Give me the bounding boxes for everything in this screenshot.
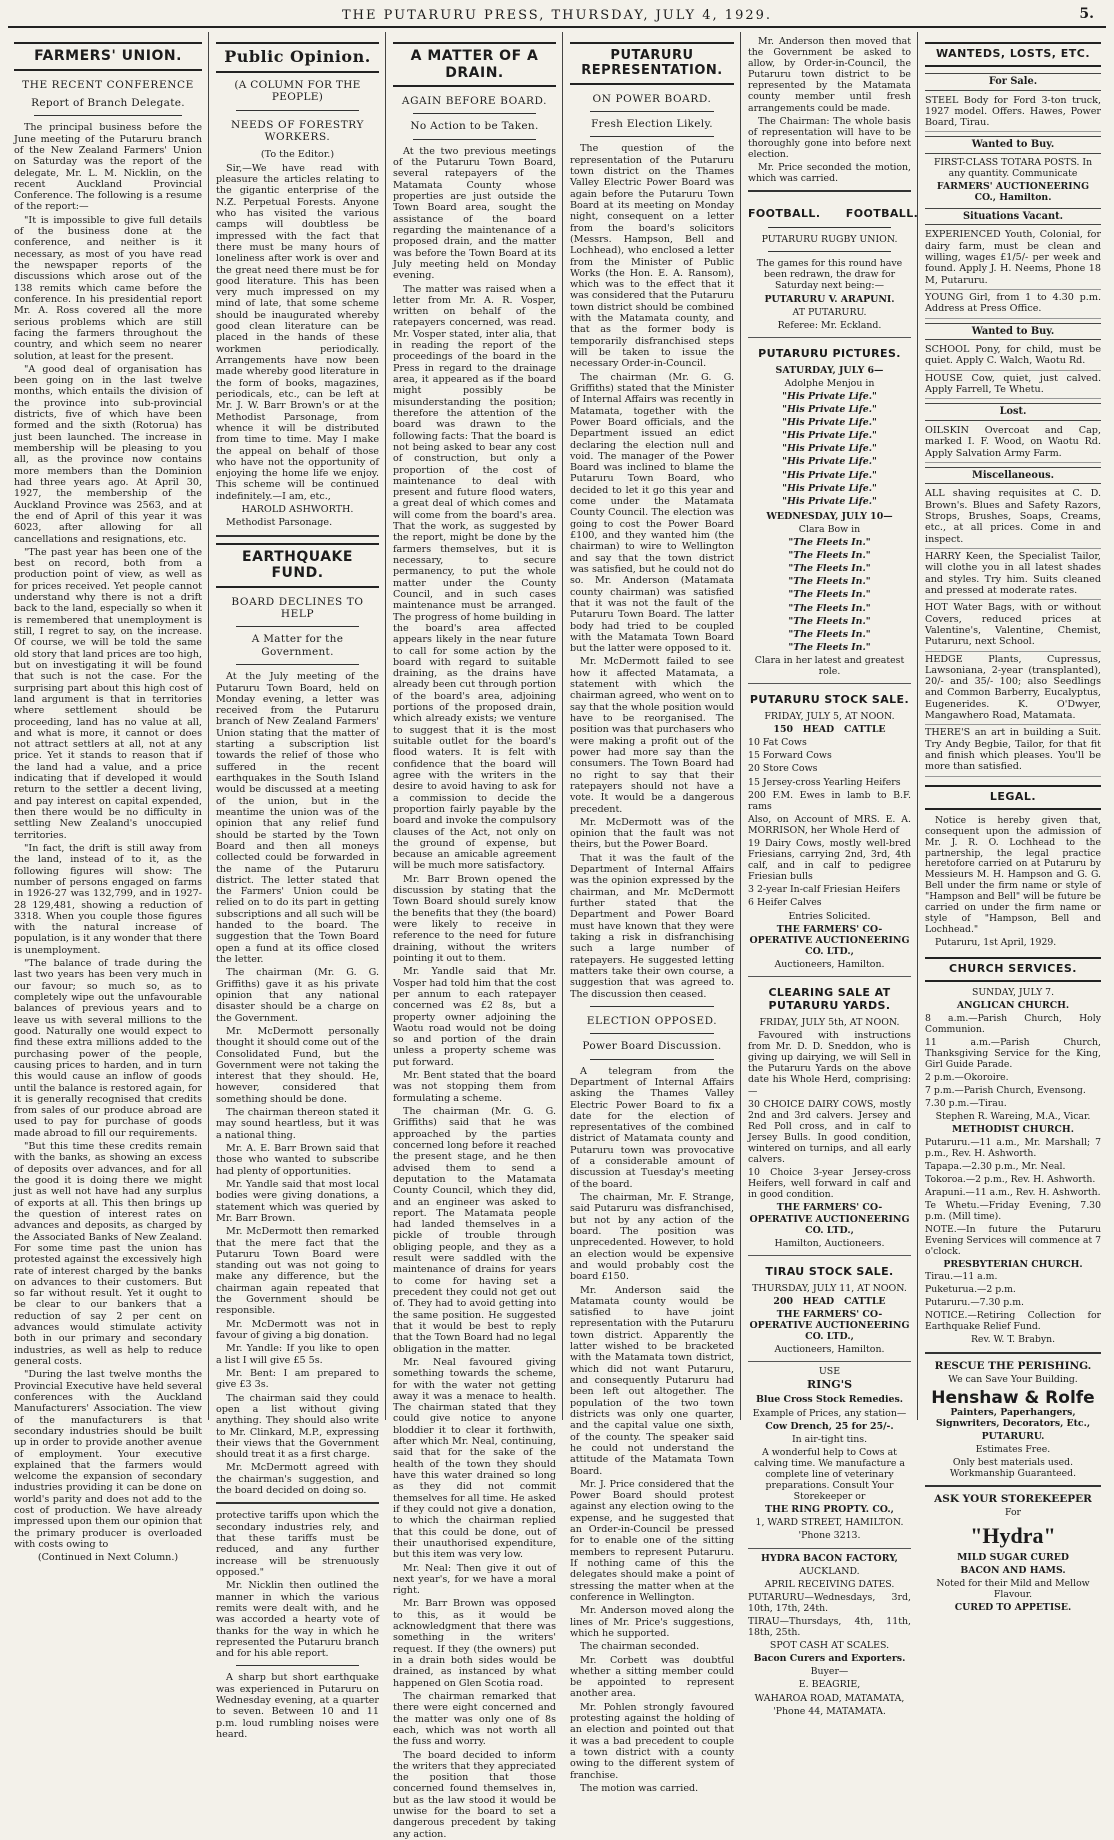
stock-item: 15 Forward Cows: [748, 750, 832, 762]
divider: [925, 1485, 1101, 1487]
stock-item: 15 Jersey-cross Yearling Heifers: [748, 776, 901, 788]
pictures-title: PUTARURU PICTURES.: [758, 346, 901, 360]
column-divider: [208, 32, 209, 1420]
article-paragraph: The matter was raised when a letter from Mr. A. R. Vosper, written on behalf of the ratepayers concerned, was read. Mr. Vosper stated, inter alia, that in reading the report of the proceedings of the board in the Press in regard to the drainage area, it appeared as if the board might possibly be misunderstanding the position; therefore the attention of the board was drawn to the following facts: That the board is not being asked to bear any cost of construction, but only a proportion of the cost of maintenance to deal with present and future flood waters, a great deal of which comes and will come from the board's area. That the work, as suggested by the report, might be done by the farmers themselves, but it is necessary, to secure permanency, to put the whole matter under the County Council, and in such cases maintenance must be arranged. The progress of home building in the board's area affected appears likely in the near future to call for some action by the board with regard to suitable draining, as the drains have already been cut through portion of the board's area, adjoining portions of the proposed drain, which already exists; we venture to suggest that it is the most suitable outlet for the board's flood waters. It is felt with confidence that the board will agree with the writers in the desire to avoid having to ask for a commission to decide the proportion fairly payable by the board and invoke the compulsory clauses of the Act, not only on the ground of expense, but because an amicable agreement will be much more satisfactory.: [393, 283, 556, 872]
service-item: Arapuni.—11 a.m., Rev. H. Ashworth.: [925, 1186, 1101, 1198]
pictures-note: Clara in her latest and greatest role.: [754, 654, 905, 677]
article-paragraph: Mr. Pohlen strongly favoured protesting against the holding of an election and pointed out that it was a bad precedent to couple a town district with a county owing to the different system of franchise.: [570, 1701, 734, 1781]
service-item: 8 a.m.—Parish Church, Holy Communion.: [925, 1013, 1101, 1036]
divider: [236, 110, 359, 111]
article-paragraph: A sharp but short earthquake was experienced in Putaruru on Wednesday evening, at a quarter to seven. Between 10 and 11 p.m. loud rumbling noises were heard.: [216, 1672, 379, 1741]
divider: [216, 1502, 379, 1504]
stock-item: 10 Fat Cows: [748, 737, 807, 749]
farmers-union-header: FARMERS' UNION.: [14, 42, 202, 71]
film-title: "The Fleets In.": [788, 628, 871, 640]
classified-ad: HOUSE Cow, quiet, just calved. Apply Farrell, Te Whetu.: [925, 373, 1101, 400]
auctioneer-name: THE FARMERS' CO-OPERATIVE AUCTIONEERING CO. LTD.,: [749, 1202, 910, 1236]
article-paragraph: The board decided to inform the writers that they appreciated the position that those concerned found themselves in, but as the law stood it would be unwise for the board to set a dangerous precedent by taking any action.: [393, 1749, 556, 1840]
service-item: Tapapa.—2.30 p.m., Mr. Neal.: [925, 1160, 1066, 1172]
divider: [590, 1033, 714, 1034]
service-item: 2 p.m.—Okoroire.: [925, 1071, 1009, 1083]
article-paragraph: "A good deal of organisation has been going on in the last twelve months, which entails the division of the province into sub-provincial districts, five of which have been formed and the sixth (Rotorua) has just been launched. The increase in membership will be pleasing to you all, as the province now contains more members than the Dominion had three years ago. At April 30, 1927, the membership of the Auckland Province was 2563, and at the end of April of this year it was 6023, after allowing for all cancellations and resignations, etc.: [14, 363, 202, 545]
film-title: "His Private Life.": [782, 469, 877, 481]
pictures-wednesday: WEDNESDAY, JULY 10—: [766, 510, 893, 522]
article-paragraph: The chairman (Mr. G. G. Griffiths) gave it as his private opinion that any national disaster should be a charge on the Government.: [216, 967, 379, 1024]
tirau-title: TIRAU STOCK SALE.: [765, 1264, 894, 1278]
article-paragraph: The chairman said they could open a list without giving anything. They should also write to Mr. Clinkard, M.P., expressing their views that the Government should treat it as a first charge.: [216, 1392, 379, 1461]
football-ad: [748, 198, 919, 338]
hydra-brand: "Hydra": [970, 1522, 1056, 1548]
column-public-opinion: [210, 32, 385, 1741]
church-header: CHURCH SERVICES.: [925, 957, 1101, 982]
divider: [413, 113, 536, 114]
article-paragraph: The chairman, Mr. F. Strange, said Putaruru was disfranchised, but not by any action of the board. The position was unprecedented. However, to hold an election would be expensive and would probably cost the board £150.: [570, 1192, 734, 1283]
stock-item: 6 Heifer Calves: [748, 897, 822, 909]
film-title: "The Fleets In.": [788, 537, 871, 549]
clearing-item: 30 CHOICE DAIRY COWS, mostly 2nd and 3rd calvers. Jersey and Red Poll cross, and in calf to Jersey Bulls. In good condition, wintered on turnips, and all early calvers.: [748, 1098, 911, 1166]
article-paragraph: Mr. Barr Brown was opposed to this, as it would be acknowledgment that there was something in the writers' request. If they (the owners) put in a drain both sides would be drained, as instanced by what happened on Glen Scotia road.: [393, 1598, 556, 1689]
ask-storekeeper: ASK YOUR STOREKEEPER: [934, 1493, 1092, 1506]
divider: [590, 136, 714, 137]
buyer-address: WAHAROA ROAD, MATAMATA,: [754, 1692, 905, 1704]
column-divider: [740, 32, 741, 1420]
column-drain: [387, 32, 562, 1840]
hydra-dates: APRIL RECEIVING DATES.: [764, 1578, 895, 1590]
classified-ad: HARRY Keen, the Specialist Tailor, will clothe you in all latest shades and styles. Try him. Suits cleaned and pressed at moderate rates.: [925, 551, 1101, 600]
ring-remedies-ad: [748, 1362, 911, 1548]
article-paragraph: Mr. A. E. Barr Brown said that those who wanted to subscribe had plenty of opportunities.: [216, 1143, 379, 1177]
situations-heading: Situations Vacant.: [925, 208, 1101, 226]
article-paragraph: Mr. Anderson moved along the lines of Mr. Price's suggestions, which he supported.: [570, 1605, 734, 1639]
election-subtitle: Power Board Discussion.: [582, 1040, 722, 1053]
stock-sale-date: FRIDAY, JULY 5, AT NOON.: [764, 711, 895, 723]
stock-item: 19 Dairy Cows, mostly well-bred Friesians, carrying 2nd, 3rd, 4th calf, and in calf to pedigree Friesian bulls: [748, 837, 911, 883]
letter-signature: HAROLD ASHWORTH.: [241, 504, 354, 516]
henshaw-estimates: Estimates Free.: [975, 1443, 1051, 1455]
article-paragraph: Mr. Yandle: If you like to open a list I will give £5 5s.: [216, 1343, 379, 1366]
masthead-rule: [8, 26, 1106, 28]
divider: [236, 664, 359, 665]
ring-title: Blue Cross Stock Remedies.: [755, 1394, 904, 1406]
representation-subtitle: ON POWER BOARD.: [592, 92, 712, 105]
divider: [768, 227, 891, 228]
rescue-heading: RESCUE THE PERISHING.: [934, 1360, 1092, 1373]
hydra-tirau-dates: TIRAU—Thursdays, 4th, 11th, 18th, 25th.: [748, 1616, 911, 1639]
divider: [216, 535, 379, 537]
letter-to-editor: (To the Editor.): [260, 149, 335, 161]
classified-ad: YOUNG Girl, from 1 to 4.30 p.m. Address at Press Office.: [925, 292, 1101, 319]
classified-ad: HEDGE Plants, Cupressus, Lawsoniana, 2-year (transplanted), 20/- and 35/- 100; also Seedlings and Common Barberry, Eucalyptus, Eugenerides. K. O'Dwyer, Mangawhero Road, Matamata.: [925, 654, 1101, 726]
film-title: "The Fleets In.": [788, 563, 871, 575]
column-classifieds: [919, 32, 1107, 1613]
earthquake-subtitle: BOARD DECLINES TO HELP: [231, 595, 364, 621]
film-title: "His Private Life.": [782, 495, 877, 507]
article-paragraph: "The balance of trade during the last two years has been very much in our favour; so much so, as to completely wipe out the unfavourable balances of previous years and to leave us with several millions to the good. Naturally one would expect to find these extra millions added to the purchasing power of the people, causing prices to harden, and in turn this would cause an inflow of goods until the balance is restored again, for it is generally recognised that credits from sales of our produce abroad are used to pay for purchase of goods made abroad to fill our requirements.: [14, 958, 202, 1139]
column-divider: [562, 32, 563, 1420]
buyer-label: Buyer—: [810, 1666, 849, 1678]
earthquake-subtitle-2: A Matter for the Government.: [251, 633, 344, 658]
film-title: "The Fleets In.": [788, 641, 871, 653]
wanted-company: FARMERS' AUCTIONEERING CO., Hamilton.: [936, 180, 1090, 203]
article-paragraph: Mr. McDermott was not in favour of giving a big donation.: [216, 1318, 379, 1342]
henshaw-name: Henshaw & Rolfe: [931, 1387, 1095, 1408]
wanted-text: FIRST-CLASS TOTARA POSTS. In any quantity. Communicate: [933, 157, 1093, 179]
classified-ad: THERE'S an art in building a Suit. Try Andy Begbie, Tailor, for that fit and finish which pleases. You'll be more than satisfied.: [925, 727, 1101, 776]
article-paragraph: The Chairman: The whole basis of representation will have to be thoroughly gone into before next election.: [748, 115, 911, 160]
service-item: Te Whetu.—Friday Evening, 7.30 p.m. (Mill time).: [925, 1199, 1101, 1222]
henshaw-place: PUTARURU.: [981, 1430, 1045, 1442]
continued-note: (Continued in Next Column.): [37, 1552, 179, 1564]
article-paragraph: That it was the fault of the Department of Internal Affairs was the opinion expressed by the chairman, and Mr. McDermott further stated that the Department and Power Board must have known that they were taking a risk in disfranchising such a large number of ratepayers. He suggested letting matters take their own course, a suggestion that was agreed to. The discussion then ceased.: [570, 852, 734, 1000]
henshaw-rolfe-ad: [925, 1360, 1101, 1479]
wanted-heading: Wanted to Buy.: [925, 136, 1101, 154]
football-title: FOOTBALL. FOOTBALL.: [748, 207, 919, 221]
hydra-spot-cash: SPOT CASH AT SCALES.: [769, 1640, 890, 1652]
stock-item: 20 Store Cows: [748, 763, 818, 775]
pictures-saturday: SATURDAY, JULY 6—: [775, 364, 884, 376]
legal-date: Putaruru, 1st April, 1929.: [935, 937, 1057, 949]
article-paragraph: "In fact, the drift is still away from the land, instead of to it, as the following figures will show: The number of persons engaged on farms in 1926-27 was 132,799, and in 1927-28 129,481, showing a reduction of 3318. When you couple those figures with the natural increase of population, is it any wonder that there is unemployment.: [14, 842, 202, 956]
football-subtitle: PUTARURU RUGBY UNION.: [761, 234, 898, 246]
hydra-bacon-product-ad: [925, 1493, 1101, 1613]
tirau-head: 200 HEAD CATTLE: [773, 1295, 886, 1307]
drain-subtitle: AGAIN BEFORE BOARD.: [401, 95, 548, 108]
buyer-phone: 'Phone 44, MATAMATA.: [773, 1705, 886, 1717]
divider: [590, 1006, 714, 1007]
hydra-factory-location: AUCKLAND.: [799, 1565, 860, 1577]
article-paragraph: Mr. Yandle said that most local bodies were giving donations, a statement which was queried by Mr. Barr Brown.: [216, 1178, 379, 1224]
pictures-wednesday-star: Clara Bow in: [798, 523, 861, 535]
film-title: "The Fleets In.": [788, 550, 871, 562]
classified-ad: HOT Water Bags, with or without Covers, reduced prices at Valentine's, Valentine, Chemist, Putaruru, next School.: [925, 602, 1101, 651]
football-text: The games for this round have been redrawn, the draw for Saturday next being:—: [756, 258, 903, 292]
column-divider: [917, 32, 918, 1420]
article-paragraph: The chairman remarked that there were eight concerned and the matter was only one of 8s each, which was not worth all the fuss and worry.: [393, 1690, 556, 1748]
tirau-date: THURSDAY, JULY 11, AT NOON.: [752, 1282, 907, 1294]
football-referee: Referee: Mr. Eckland.: [777, 319, 882, 331]
article-paragraph: Mr. Neal: Then give it out of next year's, for we have a moral right.: [393, 1562, 556, 1597]
article-paragraph: "The past year has been one of the best on record, both from a production point of view, as well as for prices received. Yet people cannot understand why there is not a drift back to the land, especially so when it is remembered that unemployment is still, I regret to say, on the increase. Of course, we will be told the same old story that land prices are too high, but on investigating it will be found that such is not the case. For the surprising part about this high cost of land argument is that in territories where settlement should be proceeding, land has no value at all, and what is more, it cannot or does not attract settlers at all, not at any price. Yet it stands to reason that if the land had a value, and a price indicating that if developed it would return to the settler a decent living, and pay interest on capital expended, then there would be no difficulty in settling New Zealand's unoccupied territories.: [14, 546, 202, 841]
ring-company: THE RING PROPTY. CO.,: [765, 1504, 894, 1516]
service-item: Tokoroa.—2 p.m., Rev. H. Ashworth.: [925, 1173, 1096, 1185]
column-notices: [742, 32, 919, 1717]
farmers-union-subtitle: THE RECENT CONFERENCE: [22, 78, 194, 91]
article-paragraph: "During the last twelve months the Provincial Executive have held several conferences with the Auckland Manufacturers' Association. The view of the manufacturers is that secondary industries should be built up in order to provide another avenue of employment. Your executive explained that the farmers would welcome the expansion of secondary industries providing it can be done on world's parity and does not add to the cost of production. We have already impressed upon them our opinion that the primary producer is overloaded with costs owing to: [14, 1369, 202, 1551]
public-opinion-subtitle: (A COLUMN FOR THE PEOPLE): [234, 78, 361, 104]
henshaw-trades: Painters, Paperhangers, Signwriters, Decorators, Etc.,: [935, 1406, 1091, 1429]
article-paragraph: Mr. McDermott was of the opinion that the fault was not theirs, but the Power Board.: [570, 816, 734, 851]
column-divider: [385, 32, 386, 1420]
public-opinion-header: Public Opinion.: [216, 42, 379, 73]
article-paragraph: Mr. Neal favoured giving something towards the scheme, for with the water not getting away it was a menace to health. The chairman stated that they could give notice to anyone bloddier it to clear it forthwith, after which Mr. Neal, continuing, said that for the sake of the health of the town they should have this water drained so long as they did not commit themselves for all time. He asked if they could not give a donation, to which the chairman replied that this could be done, out of their unauthorised expenditure, but this item was very low.: [393, 1356, 556, 1561]
divider: [590, 111, 714, 112]
clearing-sale-title: CLEARING SALE AT PUTARURU YARDS.: [768, 986, 891, 1012]
legal-header: LEGAL.: [925, 785, 1101, 810]
article-paragraph: "But this time these credits remain with the banks, as showing an excess of deposits over advances, and for all the good it is doing there we might just as well not have had any surplus of exports at all. This then brings up the question of interest rates on advances and deposits, as charged by the Associated Banks of New Zealand. For some time past the union has protested against the excessively high rate of interest charged by the banks on advances to their customers. But so far without result. Yet it ought to be clear to our bankers that a reduction of say 2 per cent on advances would stimulate activity both in our primary and secondary industries, as well as help to reduce general costs.: [14, 1141, 202, 1368]
letter-place: Methodist Parsonage.: [226, 517, 333, 529]
divider: [925, 1352, 1101, 1354]
column-representation: [564, 32, 740, 1794]
ring-drench: Cow Drench, 25 for 25/-.: [765, 1420, 894, 1432]
clearing-sale-text: Favoured with instructions from Mr. D. D. Sneddon, who is giving up dairying, we will Sell in the Putaruru Yards on the above date his Whole Herd, comprising:—: [748, 1030, 911, 1097]
film-title: "His Private Life.": [782, 456, 877, 468]
article-paragraph: Mr. Price seconded the motion, which was carried.: [748, 162, 911, 185]
legal-text: Notice is hereby given that, consequent upon the admission of Mr. J. R. O. Lochhead to the partnership, the legal practice heretofore carried on at Putaruru by Messieurs M. H. Hampson and G. G. Bell under the firm name or style of "Hampson and Bell" will be future be carried on under the firm name or style of "Hampson, Bell and Lochhead.": [925, 814, 1101, 936]
auctioneer-location: Hamilton, Auctioneers.: [774, 1237, 885, 1249]
classifieds-header: WANTEDS, LOSTS, ETC.: [925, 42, 1101, 67]
classified-ad: EXPERIENCED Youth, Colonial, for dairy farm, must be clean and willing, wages £1/5/- per week and found. Apply J. H. Neems, Phone 18 M, Putaruru.: [925, 229, 1101, 290]
classified-ad: SCHOOL Pony, for child, must be quiet. Apply C. Walch, Waotu Rd.: [925, 344, 1101, 371]
divider: [768, 251, 891, 252]
buyer-name: E. BEAGRIE,: [798, 1679, 861, 1691]
ring-text: A wonderful help to Cows at calving time. We manufacture a complete line of veterinary preparations. Consult Your Storekeeper or: [754, 1446, 905, 1503]
divider: [236, 1665, 359, 1666]
earthquake-fund-header: EARTHQUAKE FUND.: [216, 543, 379, 588]
article-paragraph: Mr. Anderson said the Matamata county would be satisfied to have joint representation with the Putaruru town district. Apparently the latter wished to be bracketed with the Matamata town district, which did not want Putaruru, and consequently Putaruru had been left out altogether. The population of the two town districts was only one quarter, and the capital value one sixth, of the county. The speaker said he could not understand the attitude of the Matamata Town Board.: [570, 1284, 734, 1477]
presbyterian-heading: PRESBYTERIAN CHURCH.: [943, 1258, 1083, 1270]
article-paragraph: The question of the representation of the Putaruru town district on the Thames Valley Electric Power Board was again before the Putaruru Town Board at its meeting on Monday night, consequent on a letter from the board's solicitors (Messrs. Hampson, Bell and Lochhead), who enclosed a letter from the Minister of Public Works (the Hon. E. A. Ransom), which was to the effect that it was considered that the Putaruru town district should be combined with the Matamata county, and that as the former body is temporarily disfranchised steps will be taken to issue the necessary Order-in-Council.: [570, 143, 734, 370]
article-paragraph: Mr. Anderson then moved that the Government be asked to allow, by Order-in-Council, the Putaruru town district to be represented by the Matamata county member until fresh arrangements could be made.: [748, 36, 911, 114]
film-title: "His Private Life.": [782, 417, 877, 429]
article-paragraph: Mr. Bent: I am prepared to give £3 3s.: [216, 1367, 379, 1391]
stock-sale-title: PUTARURU STOCK SALE.: [749, 693, 910, 707]
ring-name: RING'S: [806, 1378, 853, 1392]
film-title: "His Private Life.": [782, 391, 877, 402]
classified-ad: OILSKIN Overcoat and Cap, marked I. F. Wood, on Waotu Rd. Apply Salvation Army Farm.: [925, 425, 1101, 463]
hydra-note: Noted for their Mild and Mellow Flavour.: [936, 1577, 1090, 1600]
article-paragraph: Mr. McDermott then remarked that the mere fact that the Putaruru Town Board were standing out was not going to make any difference, but the chairman again repeated that the Government should be responsible.: [216, 1226, 379, 1317]
for-sale-heading: For Sale.: [925, 73, 1101, 91]
auctioneer-location: Auctioneers, Hamilton.: [774, 1344, 885, 1356]
stock-item: 200 F.M. Ewes in lamb to B.F. rams: [748, 789, 911, 812]
ring-use: USE: [818, 1366, 841, 1378]
clearing-item: 10 Choice 3-year Jersey-cross Heifers, well forward in calf and in good condition.: [748, 1167, 911, 1201]
stock-sale-ad: [748, 684, 911, 977]
representation-header: PUTARURU REPRESENTATION.: [570, 42, 734, 85]
methodist-heading: METHODIST CHURCH.: [952, 1123, 1074, 1135]
church-date: SUNDAY, JULY 7.: [971, 987, 1055, 999]
article-paragraph: The chairman (Mr. G. G. Griffiths) said that he was approached by the parties concerned long before it reached the present stage, and he then advised them to send a deputation to the Matamata County Council, which they did, and an engineer was asked to report. The Matamata people had landed themselves in a pickle of trouble through obliging people, and they as a result were saddled with the maintenance of drains for years to come for having set a precedent they could not get out of. They had to avoid getting into the same position. He suggested that it would be best to reply that the Town Board had no legal obligation in the matter.: [393, 1106, 556, 1355]
misc-heading: Miscellaneous.: [925, 467, 1101, 485]
hydra-factory-title: HYDRA BACON FACTORY,: [761, 1552, 898, 1564]
football-match: PUTARURU V. ARAPUNI.: [764, 293, 895, 305]
article-paragraph: Mr. Bent stated that the board was not stopping them from formulating a scheme.: [393, 1070, 556, 1104]
article-paragraph: Mr. McDermott agreed with the chairman's suggestion, and the board decided on doing so.: [216, 1462, 379, 1497]
film-title: "His Private Life.": [782, 430, 877, 442]
ring-example: Example of Prices, any station—: [752, 1407, 907, 1419]
ring-address: 1, WARD STREET, HAMILTON.: [755, 1517, 904, 1529]
service-item: Putaruru.—11 a.m., Mr. Marshall; 7 p.m., Rev. H. Ashworth.: [925, 1136, 1101, 1159]
stock-entries: Entries Solicited.: [788, 910, 871, 922]
article-paragraph: Mr. Yandle said that Mr. Vosper had told him that the cost per annum to each ratepayer concerned was £2 8s, but a property owner adjoining the Waotu road would not be doing so and portion of the drain unless a property scheme was put forward.: [393, 966, 556, 1068]
letter-body: Sir,—We have read with pleasure the articles relating to the gigantic enterprise of the N.Z. Perpetual Forests. Anyone who has visited the various camps will doubtless be impressed with the fact that there must be many hours of loneliness after work is over and the great need there must be for good literature. This has been very much impressed on my mind of late, that some scheme should be inaugurated whereby good clean literature can be placed in the hands of these workmen periodically. Arrangements have now been made whereby good literature in the form of books, magazines, periodicals, etc., can be left at Mr. J. W. Barr Brown's or at the Methodist Parsonage, from whence it will be distributed from time to time. May I make the appeal on behalf of those who have not the opportunity of enjoying the home life we enjoy. This scheme will be continued indefinitely.—I am, etc.,: [216, 162, 379, 502]
article-paragraph: The chairman (Mr. G. G. Griffiths) stated that the Minister of Internal Affairs was recently in Matamata, together with the Power Board officials, and the Department issued an edict declaring the election null and void. The manager of the Power Board was inclined to blame the Putaruru Town Board, who decided to let it go this year and come under the Matamata County Council. The election was going to cost the Power Board £100, and they wanted him (the chairman) to wire to Wellington and say that the town district was satisfied, but he could not do so. Mr. Anderson (Matamata county chairman) was satisfied that it was not the fault of the Putaruru Town Board. The latter body had tried to be coupled with the Matamata Town Board but the latter were opposed to it.: [570, 371, 734, 655]
film-title: "His Private Life.": [782, 482, 877, 494]
service-item: NOTICE.—Retiring Collection for Earthquake Relief Fund.: [925, 1310, 1101, 1333]
article-paragraph: At the two previous meetings of the Putaruru Town Board, several ratepayers of the Matamata County whose properties are just outside the Town Board area, sought the assistance of the board regarding the maintenance of a proposed drain, and the matter was before the Town Board at its July meeting held on Monday evening.: [393, 145, 556, 282]
classified-ad: ALL shaving requisites at C. D. Brown's. Blues and Safety Razors, Strops, Brushes, Soaps, Creams, etc., at all prices. Come in and inspect.: [925, 488, 1101, 549]
stock-sale-head: 150 HEAD CATTLE: [773, 724, 886, 736]
divider: [748, 190, 911, 192]
article-paragraph: The principal business before the June meeting of the Putaruru branch of the New Zealand Farmers' Union on Saturday was the report of the delegate, Mr. L. M. Nicklin, on the recent Auckland Provincial Conference. The following is a resume of the report:—: [14, 122, 202, 213]
pictures-ad: [748, 338, 911, 684]
service-item: NOTE.—In future the Putaruru Evening Services will commence at 7 o'clock.: [925, 1223, 1101, 1257]
anglican-heading: ANGLICAN CHURCH.: [956, 1000, 1070, 1012]
rescue-sub: We can Save Your Building.: [948, 1373, 1078, 1385]
classified-ad: STEEL Body for Ford 3-ton truck, 1927 model. Offers. Hawes, Power Board, Tirau.: [925, 95, 1101, 133]
auctioneer-name: THE FARMERS' CO-OPERATIVE AUCTIONEERING CO. LTD.,: [749, 923, 910, 957]
stock-item: 3 2-year In-calf Friesian Heifers: [748, 884, 901, 896]
ring-phone: 'Phone 3213.: [798, 1530, 861, 1542]
auctioneer-name: THE FARMERS' CO-OPERATIVE AUCTIONEERING CO. LTD.,: [749, 1308, 910, 1343]
election-opposed-header: ELECTION OPPOSED.: [586, 1014, 718, 1027]
clearing-sale-ad: [748, 977, 911, 1256]
article-paragraph: The chairman seconded.: [580, 1641, 700, 1653]
divider: [34, 115, 182, 116]
article-paragraph: The motion was carried.: [580, 1782, 699, 1794]
article-paragraph: At the July meeting of the Putaruru Town Board, held on Monday evening, a letter was received from the Putaruru branch of New Zealand Farmers' Union stating that the matter of starting a subscription list towards the relief of those who suffered in the recent earthquakes in the South Island would be discussed at a meeting of the union, but in the meantime the union was of the opinion that any relief fund should be started by the Town Board and then all moneys collected could be forwarded in the name of the Putaruru district. The letter stated that the Farmers' Union could be relied on to do its part in getting subscriptions and all such will be handed to the board. The suggestion that the Town Board open a fund at its office closed the letter.: [216, 671, 379, 966]
film-title: "His Private Life.": [782, 443, 877, 455]
drain-header: A MATTER OF A DRAIN.: [393, 42, 556, 87]
hydra-bacon-ad: [748, 1549, 911, 1717]
service-item: 7.30 p.m.—Tirau.: [925, 1097, 1007, 1109]
drain-subtitle-2: No Action to be Taken.: [410, 120, 539, 133]
divider: [590, 1059, 714, 1060]
article-paragraph: Mr. McDermott personally thought it should come out of the Consolidated Fund, but the Government were not taking the interest that they should. He, however, considered that something should be done.: [216, 1025, 379, 1105]
minister-name: Rev. W. T. Brabyn.: [970, 1334, 1056, 1346]
hydra-line-2: BACON AND HAMS.: [960, 1564, 1066, 1576]
wanted-heading: Wanted to Buy.: [925, 323, 1101, 341]
football-place: AT PUTARURU.: [792, 306, 867, 318]
film-title: "The Fleets In.": [788, 589, 871, 601]
film-title: "The Fleets In.": [788, 602, 871, 614]
representation-subtitle-2: Fresh Election Likely.: [591, 118, 713, 131]
bacon-curers: Bacon Curers and Exporters.: [753, 1653, 906, 1665]
article-paragraph: Mr. Barr Brown opened the discussion by stating that the Town Board should surely know the benefits that they (the board) were likely to receive in reference to the need for future draining, without the writers pointing it out to them.: [393, 873, 556, 964]
service-item: Puketurua.—2 p.m.: [925, 1284, 1016, 1296]
article-paragraph: Mr. Corbett was doubtful whether a sitting member could be appointed to represent another area.: [570, 1654, 734, 1700]
letter-title: NEEDS OF FORESTRY WORKERS.: [230, 118, 365, 143]
article-paragraph: A telegram from the Department of Internal Affairs asking the Thames Valley Electric Power Board to fix a date for the election of representatives of the combined district of Matamata county and Putaruru town was provocative of a considerable amount of discussion at Tuesday's meeting of the board.: [570, 1065, 734, 1190]
lost-heading: Lost.: [925, 403, 1101, 421]
auctioneer-location: Auctioneers, Hamilton.: [774, 958, 885, 970]
farmers-union-report-heading: Report of Branch Delegate.: [31, 96, 185, 109]
film-title: "The Fleets In.": [788, 615, 871, 627]
article-paragraph: protective tariffs upon which the secondary industries rely, and that these tariffs must be reduced, and any further increase will be strenuously opposed.": [216, 1510, 379, 1578]
article-paragraph: The chairman thereon stated it may sound heartless, but it was a national thing.: [216, 1107, 379, 1141]
film-title: "His Private Life.": [782, 404, 877, 416]
ask-for: For: [1005, 1506, 1021, 1518]
service-item: Tirau.—11 a.m.: [925, 1271, 998, 1283]
pictures-saturday-star: Adolphe Menjou in: [784, 377, 875, 389]
article-paragraph: Mr. McDermott failed to see how it affected Matamata, a statement with which the chairman agreed, who went on to say that the whole position would have to be reorganised. The position was that purchasers who were making a profit out of the power had more say than the consumers. The Town Board had no right to say that their ratepayers should not have a vote. It would be a dangerous precedent.: [570, 656, 734, 815]
stock-also: Also, on Account of MRS. E. A. MORRISON, her Whole Herd of: [748, 813, 911, 836]
hydra-bottom: CURED TO APPETISE.: [954, 1601, 1072, 1613]
tirau-stock-ad: [748, 1256, 911, 1363]
masthead-title: THE PUTARURU PRESS, THURSDAY, JULY 4, 1929.: [341, 8, 773, 23]
service-item: 11 a.m.—Parish Church, Thanksgiving Service for the King, Girl Guide Parade.: [925, 1037, 1101, 1070]
divider: [413, 139, 536, 140]
column-farmers-union: [8, 32, 208, 1564]
henshaw-note: Only best materials used. Workmanship Guaranteed.: [949, 1456, 1077, 1479]
ring-tins: In air-tight tins.: [791, 1433, 868, 1445]
article-paragraph: "It is impossible to give full details of the business done at the conference, and neither is it necessary, as most of you have read the newspaper reports of the discussions which arose out of the 138 remits which came before the conference. In his presidential report Mr. A. Ross covered all the more serious problems which are still facing the farmers throughout the country, and which seem no nearer solution, at least for the present.: [14, 214, 202, 362]
divider: [236, 626, 359, 627]
article-paragraph: Mr. J. Price considered that the Power Board should protest against any election owing to the expense, and he suggested that an Order-in-Council be pressed for to enable one of the sitting members to represent Putaruru. If nothing came of this the delegates should make a point of stressing the matter when at the conference in Wellington.: [570, 1478, 734, 1603]
service-item: Putaruru.—7.30 p.m.: [925, 1297, 1024, 1309]
article-paragraph: Mr. Nicklin then outlined the manner in which the various remits were dealt with, and he was accorded a hearty vote of thanks for the way in which he represented the Putaruru branch and for his able report.: [216, 1580, 379, 1660]
clearing-sale-date: FRIDAY, JULY 5th, AT NOON.: [759, 1016, 900, 1028]
hydra-line-1: MILD SUGAR CURED: [957, 1551, 1069, 1563]
film-title: "The Fleets In.": [788, 576, 871, 588]
service-item: 7 p.m.—Parish Church, Evensong.: [925, 1084, 1086, 1096]
vicar-name: Stephen R. Wareing, M.A., Vicar.: [935, 1110, 1091, 1122]
page-number: 5.: [1079, 6, 1094, 22]
hydra-putaruru-dates: PUTARURU—Wednesdays, 3rd, 10th, 17th, 24th.: [748, 1591, 911, 1614]
